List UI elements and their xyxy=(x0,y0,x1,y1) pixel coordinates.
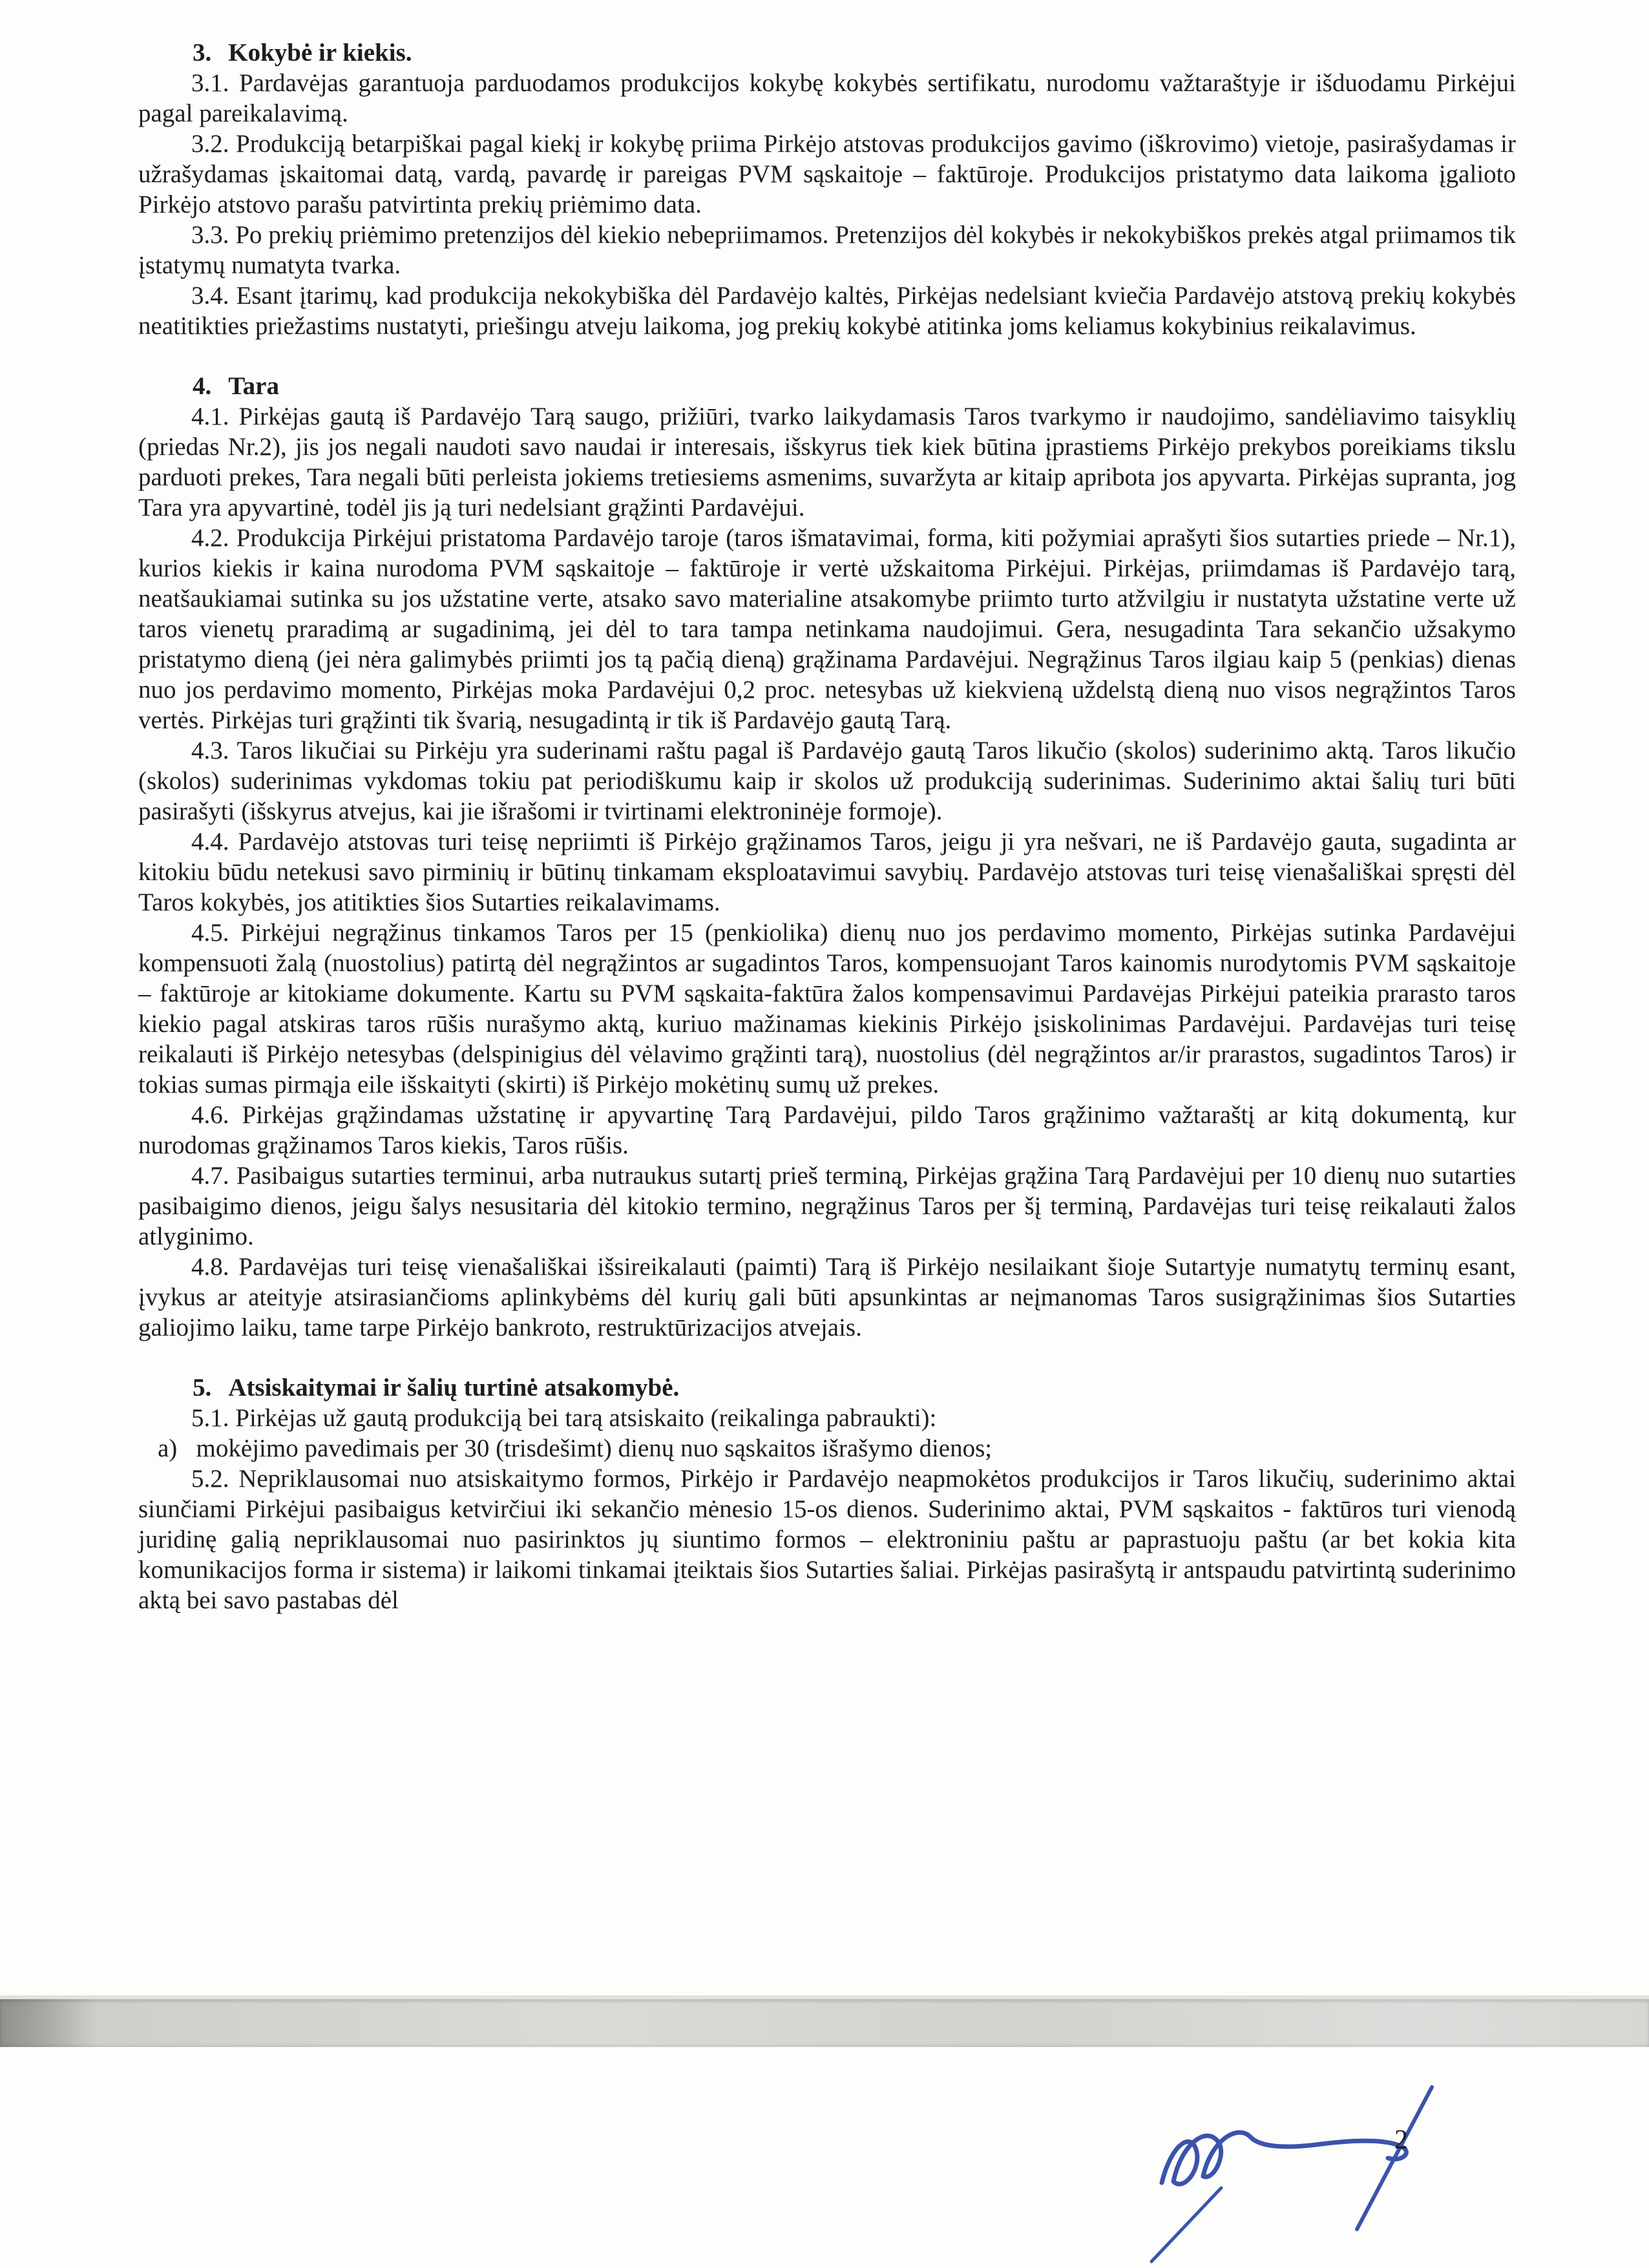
section-3-title: Kokybė ir kiekis. xyxy=(228,39,412,67)
section-4-number: 4. xyxy=(193,372,212,400)
paragraph-4-5: 4.5. Pirkėjui negrąžinus tinkamos Taros per 15 (penkiolika) dienų nuo jos perdavimo momento, Pirkėjas sutinka Pardavėjui kompensuoti žalą (nuostolius) patirtą dėl negrąžintos ar sugadintos Taros, kompensuojant Taros kainomis nurodytomis PVM sąskaitoje – faktūroje ar kitokiame dokumente. Kartu su PVM sąskaita-faktūra žalos kompensavimui Pardavėjas Pirkėjui pateikia prarasto taros kiekio pagal atskiras taros rūšis nurašymo aktą, kuriuo mažinamas kiekinis Pirkėjo įsiskolinimas Pardavėjui. Pardavėjas turi teisę reikalauti iš Pirkėjo netesybas (delspinigius dėl vėlavimo grąžinti tarą), nuostolius (dėl negrąžintos ar/ir prarastos, sugadintos Taros) ir tokias sumas pirmąja eile išskaityti (skirti) iš Pirkėjo mokėtinų sumų už prekes. xyxy=(138,919,1516,1098)
section-5-number: 5. xyxy=(193,1374,212,1402)
signature-ink-icon xyxy=(1124,2068,1486,2268)
section-5-heading xyxy=(193,1372,1516,1403)
list-item-a: a) mokėjimo pavedimais per 30 (trisdešimt) dienų nuo sąskaitos išrašymo dienos; xyxy=(158,1434,993,1462)
paragraph-5-2: 5.2. Nepriklausomai nuo atsiskaitymo formos, Pirkėjo ir Pardavėjo neapmokėtos produkcijos ir Taros likučių, suderinimo aktai siunčiami Pirkėjui pasibaigus ketvirčiui iki sekančio mėnesio 15-os dienos. Suderinimo aktai, PVM sąskaitos - faktūros turi vienodą juridinę galią nepriklausomai nuo pasirinktos jų siuntimo formos – elektroniniu paštu ar paprastuoju paštu (ar bet kokia kita komunikacijos forma ir sistema) ir laikomi tinkamai įteiktais šios Sutarties šaliai. Pirkėjas pasirašytą ir antspaudu patvirtintą suderinimo aktą bei savo pastabas dėl xyxy=(138,1465,1516,1614)
scanner-artifact-band xyxy=(0,1999,1649,2047)
section-4-title: Tara xyxy=(228,372,279,400)
section-3-heading xyxy=(193,37,1516,68)
paragraph-4-4: 4.4. Pardavėjo atstovas turi teisę nepriimti iš Pirkėjo grąžinamos Taros, jeigu ji yra nešvari, ne iš Pardavėjo gauta, sugadinta ar kitokiu būdu netekusi savo pirminių ir būtinų tinkamam eksploatavimui savybių. Pardavėjo atstovas turi teisę vienašališkai spręsti dėl Taros kokybės, jos atitikties šios Sutarties reikalavimams. xyxy=(138,828,1516,916)
paragraph-3-2: 3.2. Produkciją betarpiškai pagal kiekį ir kokybę priima Pirkėjo atstovas produkcijos gavimo (iškrovimo) vietoje, pasirašydamas ir užrašydamas įskaitomai datą, vardą, pavardę ir pareigas PVM sąskaitoje – faktūroje. Produkcijos pristatymo data laikoma įgalioto Pirkėjo atstovo parašu patvirtinta prekių priėmimo data. xyxy=(138,130,1516,218)
signature xyxy=(1124,2068,1486,2268)
paragraph-4-2: 4.2. Produkcija Pirkėjui pristatoma Pardavėjo taroje (taros išmatavimai, forma, kiti požymiai aprašyti šios sutarties priede – Nr.1), kurios kiekis ir kaina nurodoma PVM sąskaitoje – faktūroje ir vertė užskaitoma Pirkėjui. Pirkėjas, priimdamas iš Pardavėjo tarą, neatšaukiamai sutinka su jos užstatine verte, atsako savo materialine atsakomybe priimto turto atžvilgiu ir nustatyta užstatine verte už taros vienetų praradimą ar sugadinimą, jei dėl to tara tampa netinkama naudojimui. Gera, nesugadinta Tara sekančio užsakymo pristatymo dieną (jei nėra galimybės priimti jos tą pačią dieną) grąžinama Pardavėjui. Negrąžinus Taros ilgiau kaip 5 (penkias) dienas nuo jos perdavimo momento, Pirkėjas moka Pardavėjui 0,2 proc. netesybas už kiekvieną uždelstą dieną nuo visos negrąžintos Taros vertės. Pirkėjas turi grąžinti tik švarią, nesugadintą ir tik iš Pardavėjo gautą Tarą. xyxy=(138,524,1516,734)
section-4-heading xyxy=(193,371,1516,401)
paragraph-5-1: 5.1. Pirkėjas už gautą produkciją bei tarą atsiskaito (reikalinga pabraukti): xyxy=(191,1404,937,1432)
paragraph-3-1: 3.1. Pardavėjas garantuoja parduodamos produkcijos kokybę kokybės sertifikatu, nurodomu važtaraštyje ir išduodamu Pirkėjui pagal pareikalavimą. xyxy=(138,69,1516,127)
document-body xyxy=(138,37,1516,1615)
section-3-number: 3. xyxy=(193,39,212,67)
section-4 xyxy=(138,371,1516,1343)
paragraph-4-6: 4.6. Pirkėjas grąžindamas užstatinę ir apyvartinę Tarą Pardavėjui, pildo Taros grąžinimo važtaraštį ar kitą dokumentą, kur nurodomas grąžinamos Taros kiekis, Taros rūšis. xyxy=(138,1101,1516,1159)
paragraph-4-8: 4.8. Pardavėjas turi teisę vienašališkai išsireikalauti (paimti) Tarą iš Pirkėjo nesilaikant šioje Sutartyje numatytų terminų esant, įvykus ar ateityje atsirasiančioms aplinkybėms dėl kurių gali būti apsunkintas ar neįmanomas Taros susigrąžinimas šios Sutarties galiojimo laiku, tame tarpe Pirkėjo bankroto, restruktūrizacijos atvejais. xyxy=(138,1253,1516,1341)
paragraph-4-7: 4.7. Pasibaigus sutarties terminui, arba nutraukus sutartį prieš terminą, Pirkėjas grąžina Tarą Pardavėjui per 10 dienų nuo sutarties pasibaigimo dienos, jeigu šalys nesusitaria dėl kitokio termino, negrąžinus Taros per šį terminą, Pardavėjas turi teisę reikalauti žalos atlyginimo. xyxy=(138,1162,1516,1250)
section-5-title: Atsiskaitymai ir šalių turtinė atsakomybė. xyxy=(228,1374,680,1402)
paragraph-3-4: 3.4. Esant įtarimų, kad produkcija nekokybiška dėl Pardavėjo kaltės, Pirkėjas nedelsiant kviečia Pardavėjo atstovą prekių kokybės neatitikties priežastims nustatyti, priešingu atveju laikoma, jog prekių kokybė atitinka joms keliamus kokybinius reikalavimus. xyxy=(138,282,1516,340)
paragraph-3-3: 3.3. Po prekių priėmimo pretenzijos dėl kiekio nebepriimamos. Pretenzijos dėl kokybės ir nekokybiškos prekės atgal priimamos tik įstatymų numatyta tvarka. xyxy=(138,221,1516,279)
paragraph-4-1: 4.1. Pirkėjas gautą iš Pardavėjo Tarą saugo, prižiūri, tvarko laikydamasis Taros tvarkymo ir naudojimo, sandėliavimo taisyklių (priedas Nr.2), jis jos negali naudoti savo naudai ir interesais, išskyrus tiek kiek būtina įprastiems Pirkėjo prekybos poreikiams tikslu parduoti prekes, Tara negali būti perleista jokiems tretiesiems asmenims, suvaržyta ar kitaip apribota jos apyvarta. Pirkėjas supranta, jog Tara yra apyvartinė, todėl jis ją turi nedelsiant grąžinti Pardavėjui. xyxy=(138,403,1516,521)
section-3 xyxy=(138,37,1516,341)
page-number: 2 xyxy=(1394,2125,1408,2155)
paragraph-4-3: 4.3. Taros likučiai su Pirkėju yra suderinami raštu pagal iš Pardavėjo gautą Taros likučio (skolos) suderinimo aktą. Taros likučio (skolos) suderinimas vykdomas tokiu pat periodiškumu kaip ir skolos už produkciją suderinimas. Suderinimo aktai šalių turi būti pasirašyti (išskyrus atvejus, kai jie išrašomi ir tvirtinami elektroninėje formoje). xyxy=(138,737,1516,825)
section-5 xyxy=(138,1372,1516,1615)
